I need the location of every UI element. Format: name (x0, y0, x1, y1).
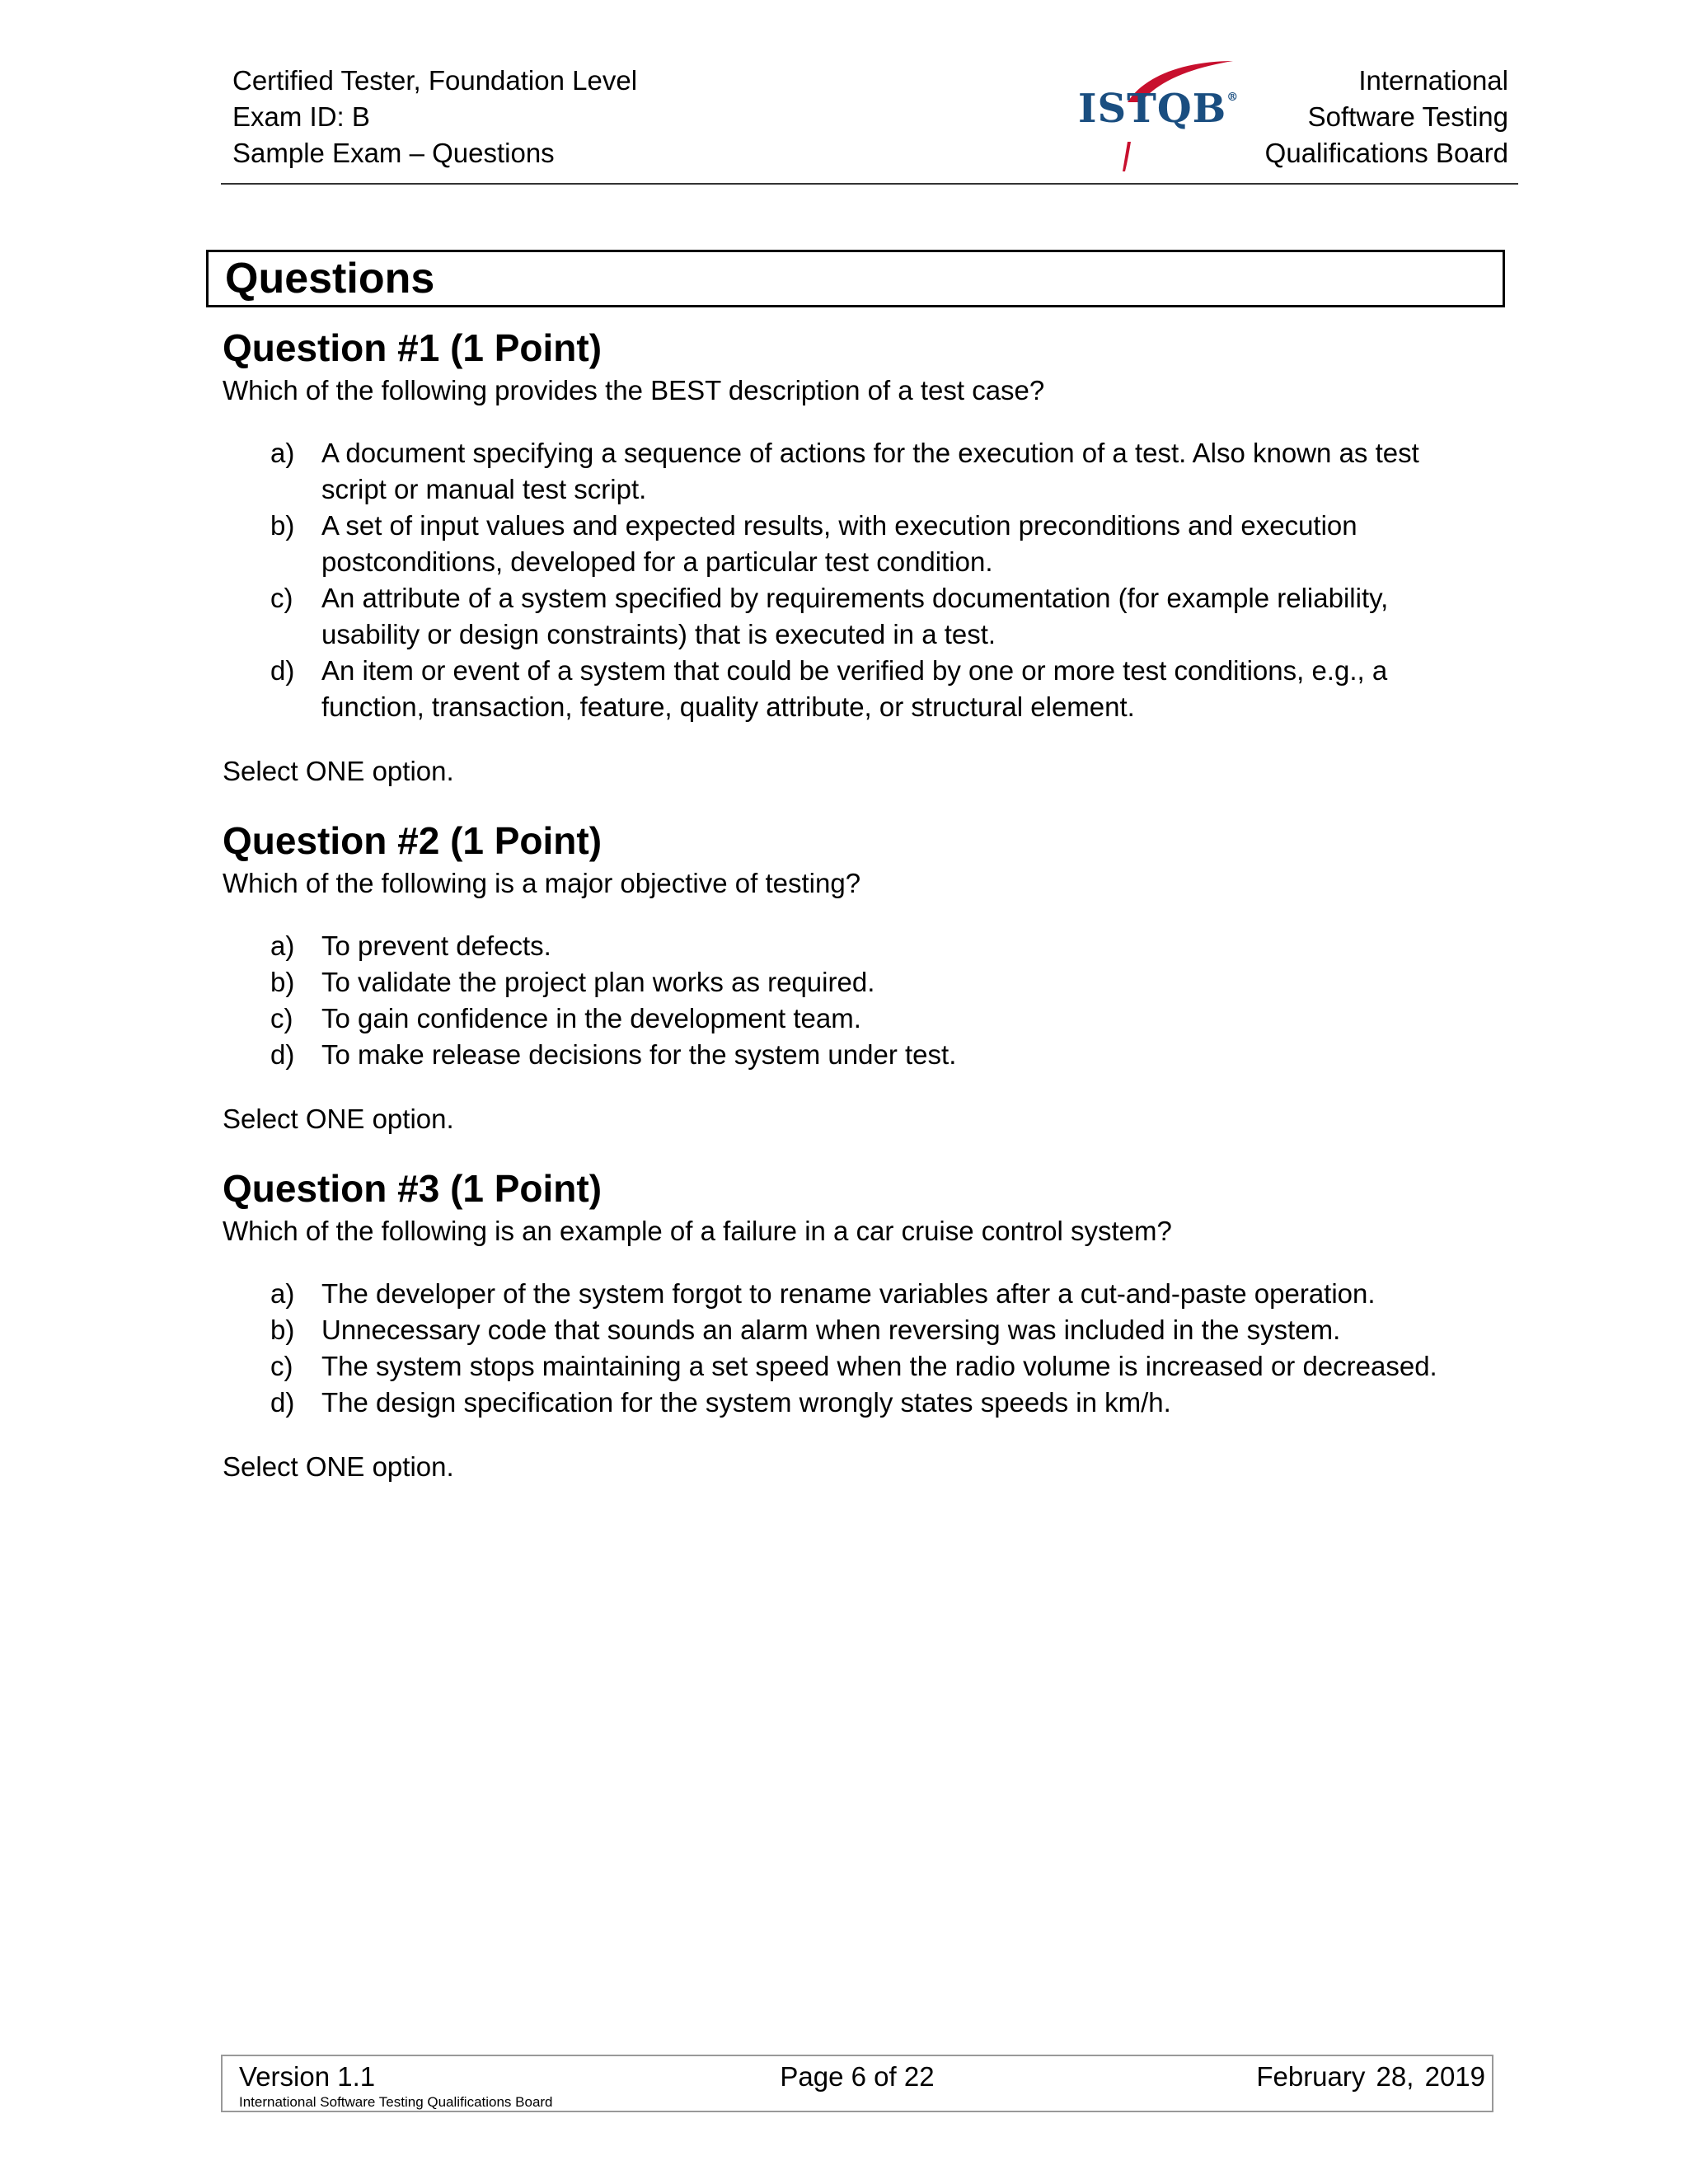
option-label: c) (270, 583, 293, 613)
option-label: d) (270, 1387, 295, 1418)
option-label: d) (270, 655, 295, 686)
question-2 (223, 816, 1508, 1137)
section-title: Questions (225, 255, 435, 302)
footer-organization: International Software Testing Qualifications Board (239, 2094, 553, 2110)
header-org-line-1: International (1358, 65, 1508, 96)
page-header (221, 59, 1518, 185)
option-list (223, 435, 1508, 725)
option-b (223, 1312, 1508, 1348)
option-d (223, 653, 1508, 725)
option-label: c) (270, 1003, 293, 1033)
option-list (223, 1276, 1508, 1421)
header-left-block (232, 63, 637, 171)
option-text-line: postconditions, developed for a particular test condition. (321, 546, 993, 577)
option-text-line: A set of input values and expected results, with execution preconditions and execution (321, 510, 1357, 541)
option-label: d) (270, 1039, 295, 1070)
question-stem: Which of the following is an example of a failure in a car cruise control system? (223, 1216, 1172, 1246)
page-footer (221, 2055, 1493, 2112)
option-text-line: The system stops maintaining a set speed when the radio volume is increased or decreased. (321, 1351, 1437, 1381)
header-exam-id: Exam ID: B (232, 101, 370, 132)
option-a (223, 928, 1508, 964)
footer-date: February 28, 2019 (1256, 2061, 1485, 2092)
option-c (223, 1001, 1508, 1037)
option-d (223, 1037, 1508, 1073)
header-org-line-2: Software Testing (1307, 101, 1508, 132)
option-b (223, 964, 1508, 1001)
option-label: a) (270, 930, 295, 961)
question-stem: Which of the following is a major objective of testing? (223, 868, 861, 898)
option-b (223, 508, 1508, 580)
option-text-line: Unnecessary code that sounds an alarm when reversing was included in the system. (321, 1315, 1341, 1345)
option-text-line: The design specification for the system wrongly states speeds in km/h. (321, 1387, 1171, 1418)
option-label: b) (270, 1315, 295, 1345)
option-text-line: To prevent defects. (321, 930, 551, 961)
question-1 (223, 323, 1508, 790)
option-text-line: To make release decisions for the system under test. (321, 1039, 957, 1070)
header-certification: Certified Tester, Foundation Level (232, 65, 638, 96)
question-title: Question #1 (1 Point) (223, 326, 603, 369)
logo-wordmark: ISTQB® (1078, 86, 1240, 132)
option-text-line: The developer of the system forgot to rename variables after a cut-and-paste operation. (321, 1278, 1376, 1309)
option-text-line: To validate the project plan works as required. (321, 967, 875, 997)
option-text-line: An item or event of a system that could be verified by one or more test conditions, e.g., a (321, 655, 1388, 686)
section-heading-box (206, 250, 1505, 307)
question-title: Question #2 (1 Point) (223, 819, 603, 862)
option-c (223, 1348, 1508, 1385)
option-text-line: A document specifying a sequence of actions for the execution of a test. Also known as test (321, 438, 1419, 468)
option-label: a) (270, 1278, 295, 1309)
header-org-line-3: Qualifications Board (1264, 138, 1508, 168)
option-text-line: To gain confidence in the development team. (321, 1003, 861, 1033)
select-instruction: Select ONE option. (223, 1104, 454, 1134)
question-title: Question #3 (1 Point) (223, 1167, 603, 1210)
select-instruction: Select ONE option. (223, 756, 454, 786)
option-d (223, 1385, 1508, 1421)
option-c (223, 580, 1508, 653)
option-label: c) (270, 1351, 293, 1381)
istqb-logo (1078, 51, 1243, 175)
footer-version: Version 1.1 (239, 2061, 376, 2092)
question-stem: Which of the following provides the BEST description of a test case? (223, 375, 1045, 405)
option-label: a) (270, 438, 295, 468)
option-list (223, 928, 1508, 1073)
select-instruction: Select ONE option. (223, 1451, 454, 1482)
option-label: b) (270, 510, 295, 541)
option-text-line: An attribute of a system specified by requirements documentation (for example reliability, (321, 583, 1389, 613)
option-a (223, 435, 1508, 508)
header-right-block (1265, 63, 1508, 171)
question-3 (223, 1164, 1508, 1485)
option-label: b) (270, 967, 295, 997)
option-text-line: usability or design constraints) that is executed in a test. (321, 619, 996, 649)
questions-content (223, 323, 1508, 1511)
footer-page-number: Page 6 of 22 (780, 2061, 935, 2092)
header-document-type: Sample Exam – Questions (232, 138, 555, 168)
option-text-line: function, transaction, feature, quality attribute, or structural element. (321, 691, 1135, 722)
option-text-line: script or manual test script. (321, 474, 647, 504)
option-a (223, 1276, 1508, 1312)
